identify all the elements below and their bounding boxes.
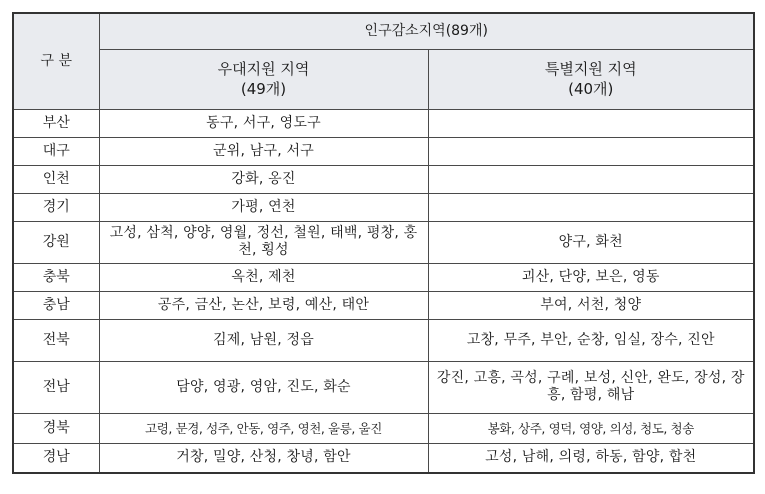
region-cell: 강원 bbox=[13, 221, 99, 263]
special-header bbox=[428, 49, 754, 109]
preferred-header bbox=[99, 49, 428, 109]
preferred-header-title: 우대지원 지역 bbox=[217, 60, 310, 78]
table-row bbox=[13, 193, 754, 221]
preferred-header-count: (49개) bbox=[240, 80, 287, 98]
group-header: 인구감소지역(89개) bbox=[99, 13, 754, 49]
special-cell bbox=[428, 137, 754, 165]
special-cell: 강진, 고흥, 곡성, 구례, 보성, 신안, 완도, 장성, 장흥, 함평, 해남 bbox=[428, 361, 754, 413]
region-cell: 경남 bbox=[13, 443, 99, 473]
special-header-count: (40개) bbox=[568, 80, 614, 98]
special-cell bbox=[428, 165, 754, 193]
preferred-cell: 고성, 삼척, 양양, 영월, 정선, 철원, 태백, 평창, 홍천, 횡성 bbox=[99, 221, 428, 263]
preferred-cell: 공주, 금산, 논산, 보령, 예산, 태안 bbox=[99, 291, 428, 319]
preferred-cell: 김제, 남원, 정읍 bbox=[99, 319, 428, 361]
region-cell: 충북 bbox=[13, 263, 99, 291]
region-cell: 경북 bbox=[13, 413, 99, 443]
special-cell: 괴산, 단양, 보은, 영동 bbox=[428, 263, 754, 291]
region-cell: 전남 bbox=[13, 361, 99, 413]
preferred-cell: 고령, 문경, 성주, 안동, 영주, 영천, 울릉, 울진 bbox=[99, 413, 428, 443]
special-cell bbox=[428, 193, 754, 221]
table-row bbox=[13, 319, 754, 361]
special-header-title: 특별지원 지역 bbox=[544, 60, 637, 78]
table-row bbox=[13, 413, 754, 443]
region-cell: 충남 bbox=[13, 291, 99, 319]
special-cell: 봉화, 상주, 영덕, 영양, 의성, 청도, 청송 bbox=[428, 413, 754, 443]
region-cell: 전북 bbox=[13, 319, 99, 361]
special-cell: 고성, 남해, 의령, 하동, 함양, 합천 bbox=[428, 443, 754, 473]
region-cell: 대구 bbox=[13, 137, 99, 165]
header-row-top bbox=[13, 13, 754, 49]
table-row bbox=[13, 291, 754, 319]
region-cell: 부산 bbox=[13, 109, 99, 137]
table-row bbox=[13, 221, 754, 263]
preferred-cell: 군위, 남구, 서구 bbox=[99, 137, 428, 165]
preferred-cell: 강화, 옹진 bbox=[99, 165, 428, 193]
special-cell: 양구, 화천 bbox=[428, 221, 754, 263]
preferred-cell: 옥천, 제천 bbox=[99, 263, 428, 291]
preferred-cell: 동구, 서구, 영도구 bbox=[99, 109, 428, 137]
table-row bbox=[13, 263, 754, 291]
population-decline-table bbox=[12, 12, 755, 474]
table-row bbox=[13, 109, 754, 137]
table-row bbox=[13, 137, 754, 165]
table-row bbox=[13, 165, 754, 193]
category-header: 구 분 bbox=[13, 13, 99, 109]
preferred-cell: 거창, 밀양, 산청, 창녕, 함안 bbox=[99, 443, 428, 473]
table-row bbox=[13, 443, 754, 473]
region-cell: 인천 bbox=[13, 165, 99, 193]
special-cell bbox=[428, 109, 754, 137]
preferred-cell: 담양, 영광, 영암, 진도, 화순 bbox=[99, 361, 428, 413]
special-cell: 고창, 무주, 부안, 순창, 임실, 장수, 진안 bbox=[428, 319, 754, 361]
region-cell: 경기 bbox=[13, 193, 99, 221]
preferred-cell: 가평, 연천 bbox=[99, 193, 428, 221]
header-row-sub bbox=[13, 49, 754, 109]
special-cell: 부여, 서천, 청양 bbox=[428, 291, 754, 319]
table-row bbox=[13, 361, 754, 413]
